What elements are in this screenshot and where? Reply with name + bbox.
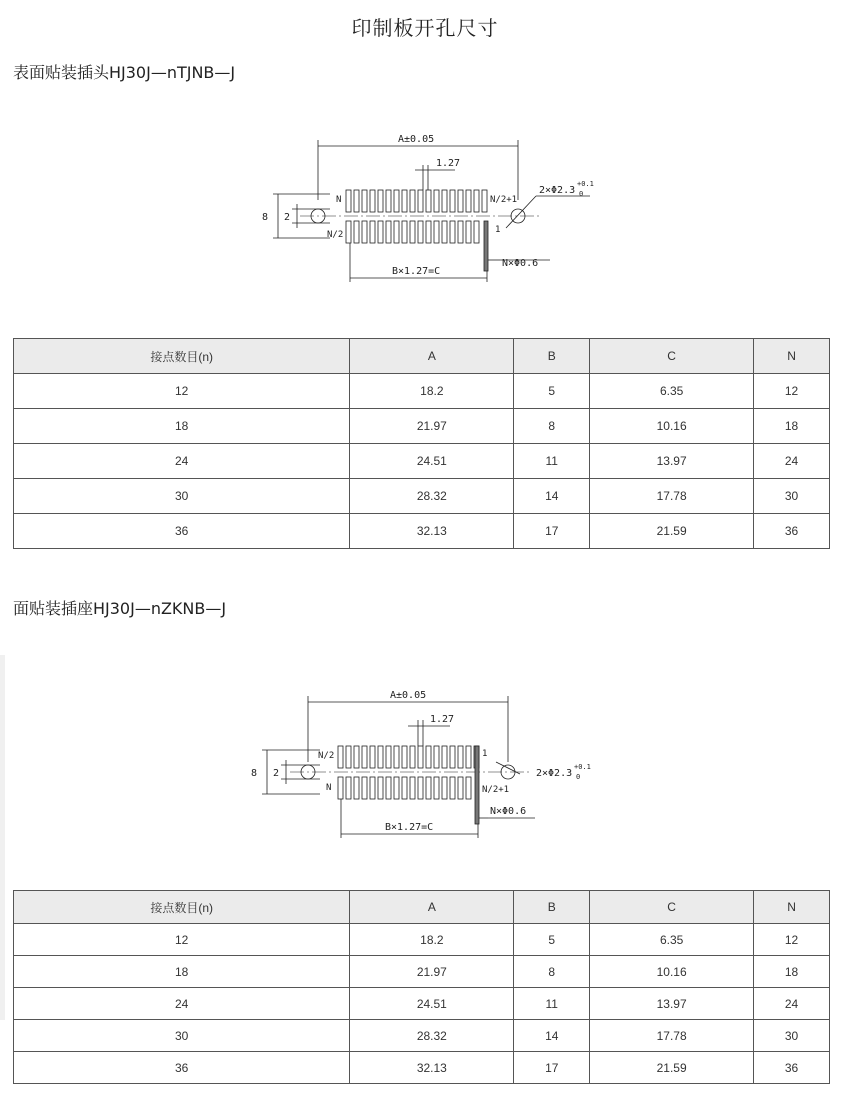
table-cell: 24.51 bbox=[350, 444, 514, 479]
hole-spec-label: 2×Φ2.3 bbox=[539, 185, 576, 196]
table-cell: 21.59 bbox=[590, 1052, 754, 1084]
col-header: C bbox=[590, 891, 754, 924]
table-cell: 21.97 bbox=[350, 409, 514, 444]
table-cell: 24 bbox=[14, 444, 350, 479]
table-cell: 30 bbox=[14, 1020, 350, 1052]
table-cell: 21.97 bbox=[350, 956, 514, 988]
table-cell: 12 bbox=[754, 924, 830, 956]
table-cell: 18.2 bbox=[350, 924, 514, 956]
hole-tol-upper: +0.1 bbox=[577, 180, 594, 188]
table-cell: 21.59 bbox=[590, 514, 754, 549]
dim-2-label: 2 bbox=[284, 212, 291, 223]
table-cell: 18 bbox=[754, 409, 830, 444]
col-header: 接点数目(n) bbox=[14, 891, 350, 924]
label-n-half: N/2 bbox=[327, 230, 344, 240]
table-cell: 14 bbox=[514, 479, 590, 514]
table-cell: 11 bbox=[514, 444, 590, 479]
table-row bbox=[14, 924, 830, 956]
dim-2-label: 2 bbox=[273, 768, 280, 779]
col-header: N bbox=[754, 891, 830, 924]
table-cell: 12 bbox=[14, 374, 350, 409]
table-cell: 36 bbox=[754, 1052, 830, 1084]
socket-drilling-diagram bbox=[240, 680, 600, 845]
table-cell: 24 bbox=[754, 988, 830, 1020]
table-cell: 6.35 bbox=[590, 374, 754, 409]
page-edge-shade bbox=[0, 655, 5, 1020]
table-cell: 11 bbox=[514, 988, 590, 1020]
table-cell: 13.97 bbox=[590, 988, 754, 1020]
label-one: 1 bbox=[495, 225, 501, 235]
table-header-row bbox=[14, 891, 830, 924]
hole-tol-lower: 0 bbox=[579, 190, 584, 198]
table-cell: 10.16 bbox=[590, 409, 754, 444]
table-row bbox=[14, 479, 830, 514]
table-cell: 28.32 bbox=[350, 1020, 514, 1052]
plug-drilling-diagram bbox=[240, 120, 600, 295]
table-cell: 17 bbox=[514, 1052, 590, 1084]
table-row bbox=[14, 956, 830, 988]
section-title-socket: 面贴装插座HJ30J—nZKNB—J bbox=[13, 599, 227, 618]
col-header: B bbox=[514, 339, 590, 374]
col-header: A bbox=[350, 339, 514, 374]
table-cell: 32.13 bbox=[350, 514, 514, 549]
table-row bbox=[14, 409, 830, 444]
table-cell: 17.78 bbox=[590, 1020, 754, 1052]
table-cell: 18 bbox=[754, 956, 830, 988]
table-cell: 10.16 bbox=[590, 956, 754, 988]
table-row bbox=[14, 1052, 830, 1084]
table-cell: 5 bbox=[514, 924, 590, 956]
hole-tol-upper: +0.1 bbox=[574, 763, 591, 771]
table-cell: 24 bbox=[754, 444, 830, 479]
hole-spec-label: 2×Φ2.3 bbox=[536, 768, 573, 779]
label-n-half: N/2 bbox=[318, 751, 335, 761]
table-cell: 8 bbox=[514, 409, 590, 444]
table-cell: 24.51 bbox=[350, 988, 514, 1020]
label-n: N bbox=[336, 195, 342, 205]
dim-a-label: A±0.05 bbox=[398, 134, 435, 145]
table-cell: 24 bbox=[14, 988, 350, 1020]
section-title-plug: 表面贴装插头HJ30J—nTJNB—J bbox=[13, 63, 236, 82]
table-cell: 18.2 bbox=[350, 374, 514, 409]
pitch-label: 1.27 bbox=[430, 714, 455, 725]
page-title: 印制板开孔尺寸 bbox=[351, 16, 499, 40]
table-cell: 18 bbox=[14, 956, 350, 988]
table-cell: 12 bbox=[754, 374, 830, 409]
col-header: A bbox=[350, 891, 514, 924]
dim-b-label: B×1.27=C bbox=[385, 822, 434, 833]
pin-spec-label: N×Φ0.6 bbox=[502, 258, 539, 269]
hole-tol-lower: 0 bbox=[576, 773, 581, 781]
table-cell: 5 bbox=[514, 374, 590, 409]
table-row bbox=[14, 514, 830, 549]
table-cell: 30 bbox=[14, 479, 350, 514]
socket-dimension-table bbox=[13, 890, 830, 1084]
table-cell: 17 bbox=[514, 514, 590, 549]
table-cell: 36 bbox=[14, 1052, 350, 1084]
col-header: B bbox=[514, 891, 590, 924]
table-cell: 28.32 bbox=[350, 479, 514, 514]
plug-dimension-table bbox=[13, 338, 830, 549]
col-header: N bbox=[754, 339, 830, 374]
pitch-label: 1.27 bbox=[436, 158, 461, 169]
table-cell: 13.97 bbox=[590, 444, 754, 479]
table-row bbox=[14, 374, 830, 409]
label-n: N bbox=[326, 783, 332, 793]
dim-8-label: 8 bbox=[251, 768, 258, 779]
label-n-half-plus: N/2+1 bbox=[482, 785, 510, 795]
table-row bbox=[14, 444, 830, 479]
dim-b-label: B×1.27=C bbox=[392, 266, 441, 277]
table-cell: 14 bbox=[514, 1020, 590, 1052]
table-cell: 32.13 bbox=[350, 1052, 514, 1084]
table-cell: 18 bbox=[14, 409, 350, 444]
col-header: C bbox=[590, 339, 754, 374]
col-header: 接点数目(n) bbox=[14, 339, 350, 374]
table-cell: 17.78 bbox=[590, 479, 754, 514]
table-header-row bbox=[14, 339, 830, 374]
table-cell: 36 bbox=[754, 514, 830, 549]
table-cell: 36 bbox=[14, 514, 350, 549]
table-cell: 30 bbox=[754, 479, 830, 514]
table-cell: 30 bbox=[754, 1020, 830, 1052]
table-row bbox=[14, 1020, 830, 1052]
table-cell: 6.35 bbox=[590, 924, 754, 956]
dim-a-label: A±0.05 bbox=[390, 690, 427, 701]
dim-8-label: 8 bbox=[262, 212, 269, 223]
pin-spec-label: N×Φ0.6 bbox=[490, 806, 527, 817]
table-row bbox=[14, 988, 830, 1020]
label-one: 1 bbox=[482, 749, 488, 759]
table-cell: 8 bbox=[514, 956, 590, 988]
table-cell: 12 bbox=[14, 924, 350, 956]
label-n-half-plus: N/2+1 bbox=[490, 195, 518, 205]
